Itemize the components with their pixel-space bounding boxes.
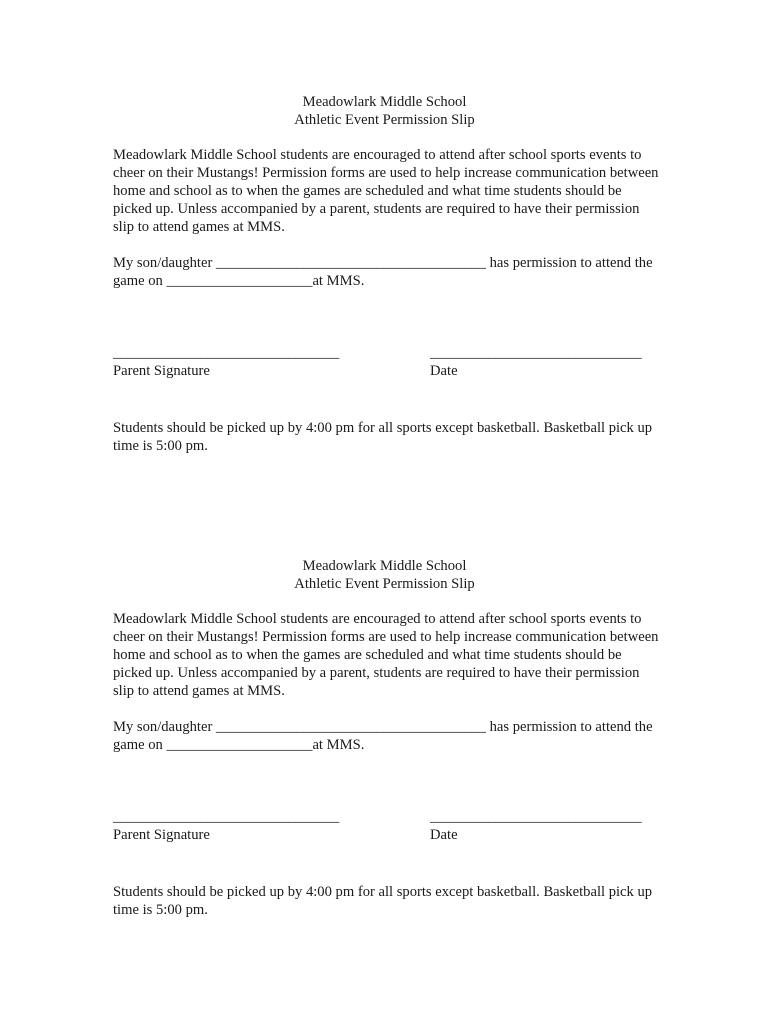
form-title: Athletic Event Permission Slip [294,112,475,128]
permission-statement [113,718,661,754]
parent-signature-line[interactable]: _______________________________ [113,809,340,825]
school-name: Meadowlark Middle School [302,94,467,110]
date-block [430,344,642,380]
permission-slip-1 [113,93,673,455]
permission-suffix: at MMS. [312,737,365,753]
pickup-note: Students should be picked up by 4:00 pm for all sports except basketball. Basketball pick up time is 5:00 pm. [113,420,653,454]
intro-paragraph: Meadowlark Middle School students are encouraged to attend after school sports events to cheer on their Mustangs! Permission forms are used to help increase communication between home and school as to when the games are scheduled and what time students should be picked up. Unless accompanied by a parent, students are required to have their permission slip to attend games at MMS. [113,147,659,235]
pickup-note: Students should be picked up by 4:00 pm for all sports except basketball. Basketball pick up time is 5:00 pm. [113,884,653,918]
date-line[interactable]: _____________________________ [430,345,642,361]
permission-prefix: My son/daughter [113,255,213,271]
date-block [430,808,642,844]
parent-signature-label: Parent Signature [113,827,210,843]
signature-row [113,344,673,384]
parent-signature-line[interactable]: _______________________________ [113,345,340,361]
permission-middle: has permission to attend the game on [113,719,653,753]
permission-middle: has permission to attend the game on [113,255,653,289]
parent-signature-label: Parent Signature [113,363,210,379]
parent-signature-block [113,344,339,380]
date-label: Date [430,827,458,843]
permission-statement [113,254,661,290]
form-title: Athletic Event Permission Slip [294,576,475,592]
student-name-blank[interactable]: _____________________________________ [215,719,486,735]
signature-row [113,808,673,848]
permission-prefix: My son/daughter [113,719,213,735]
permission-slip-2 [113,557,673,919]
school-name: Meadowlark Middle School [302,558,467,574]
parent-signature-block [113,808,339,844]
date-line[interactable]: _____________________________ [430,809,642,825]
date-label: Date [430,363,458,379]
intro-paragraph: Meadowlark Middle School students are encouraged to attend after school sports events to cheer on their Mustangs! Permission forms are used to help increase communication between home and school as to when the games are scheduled and what time students should be picked up. Unless accompanied by a parent, students are required to have their permission slip to attend games at MMS. [113,611,659,699]
game-date-blank[interactable]: ____________________ [166,273,313,289]
permission-suffix: at MMS. [312,273,365,289]
game-date-blank[interactable]: ____________________ [166,737,313,753]
student-name-blank[interactable]: _____________________________________ [215,255,486,271]
